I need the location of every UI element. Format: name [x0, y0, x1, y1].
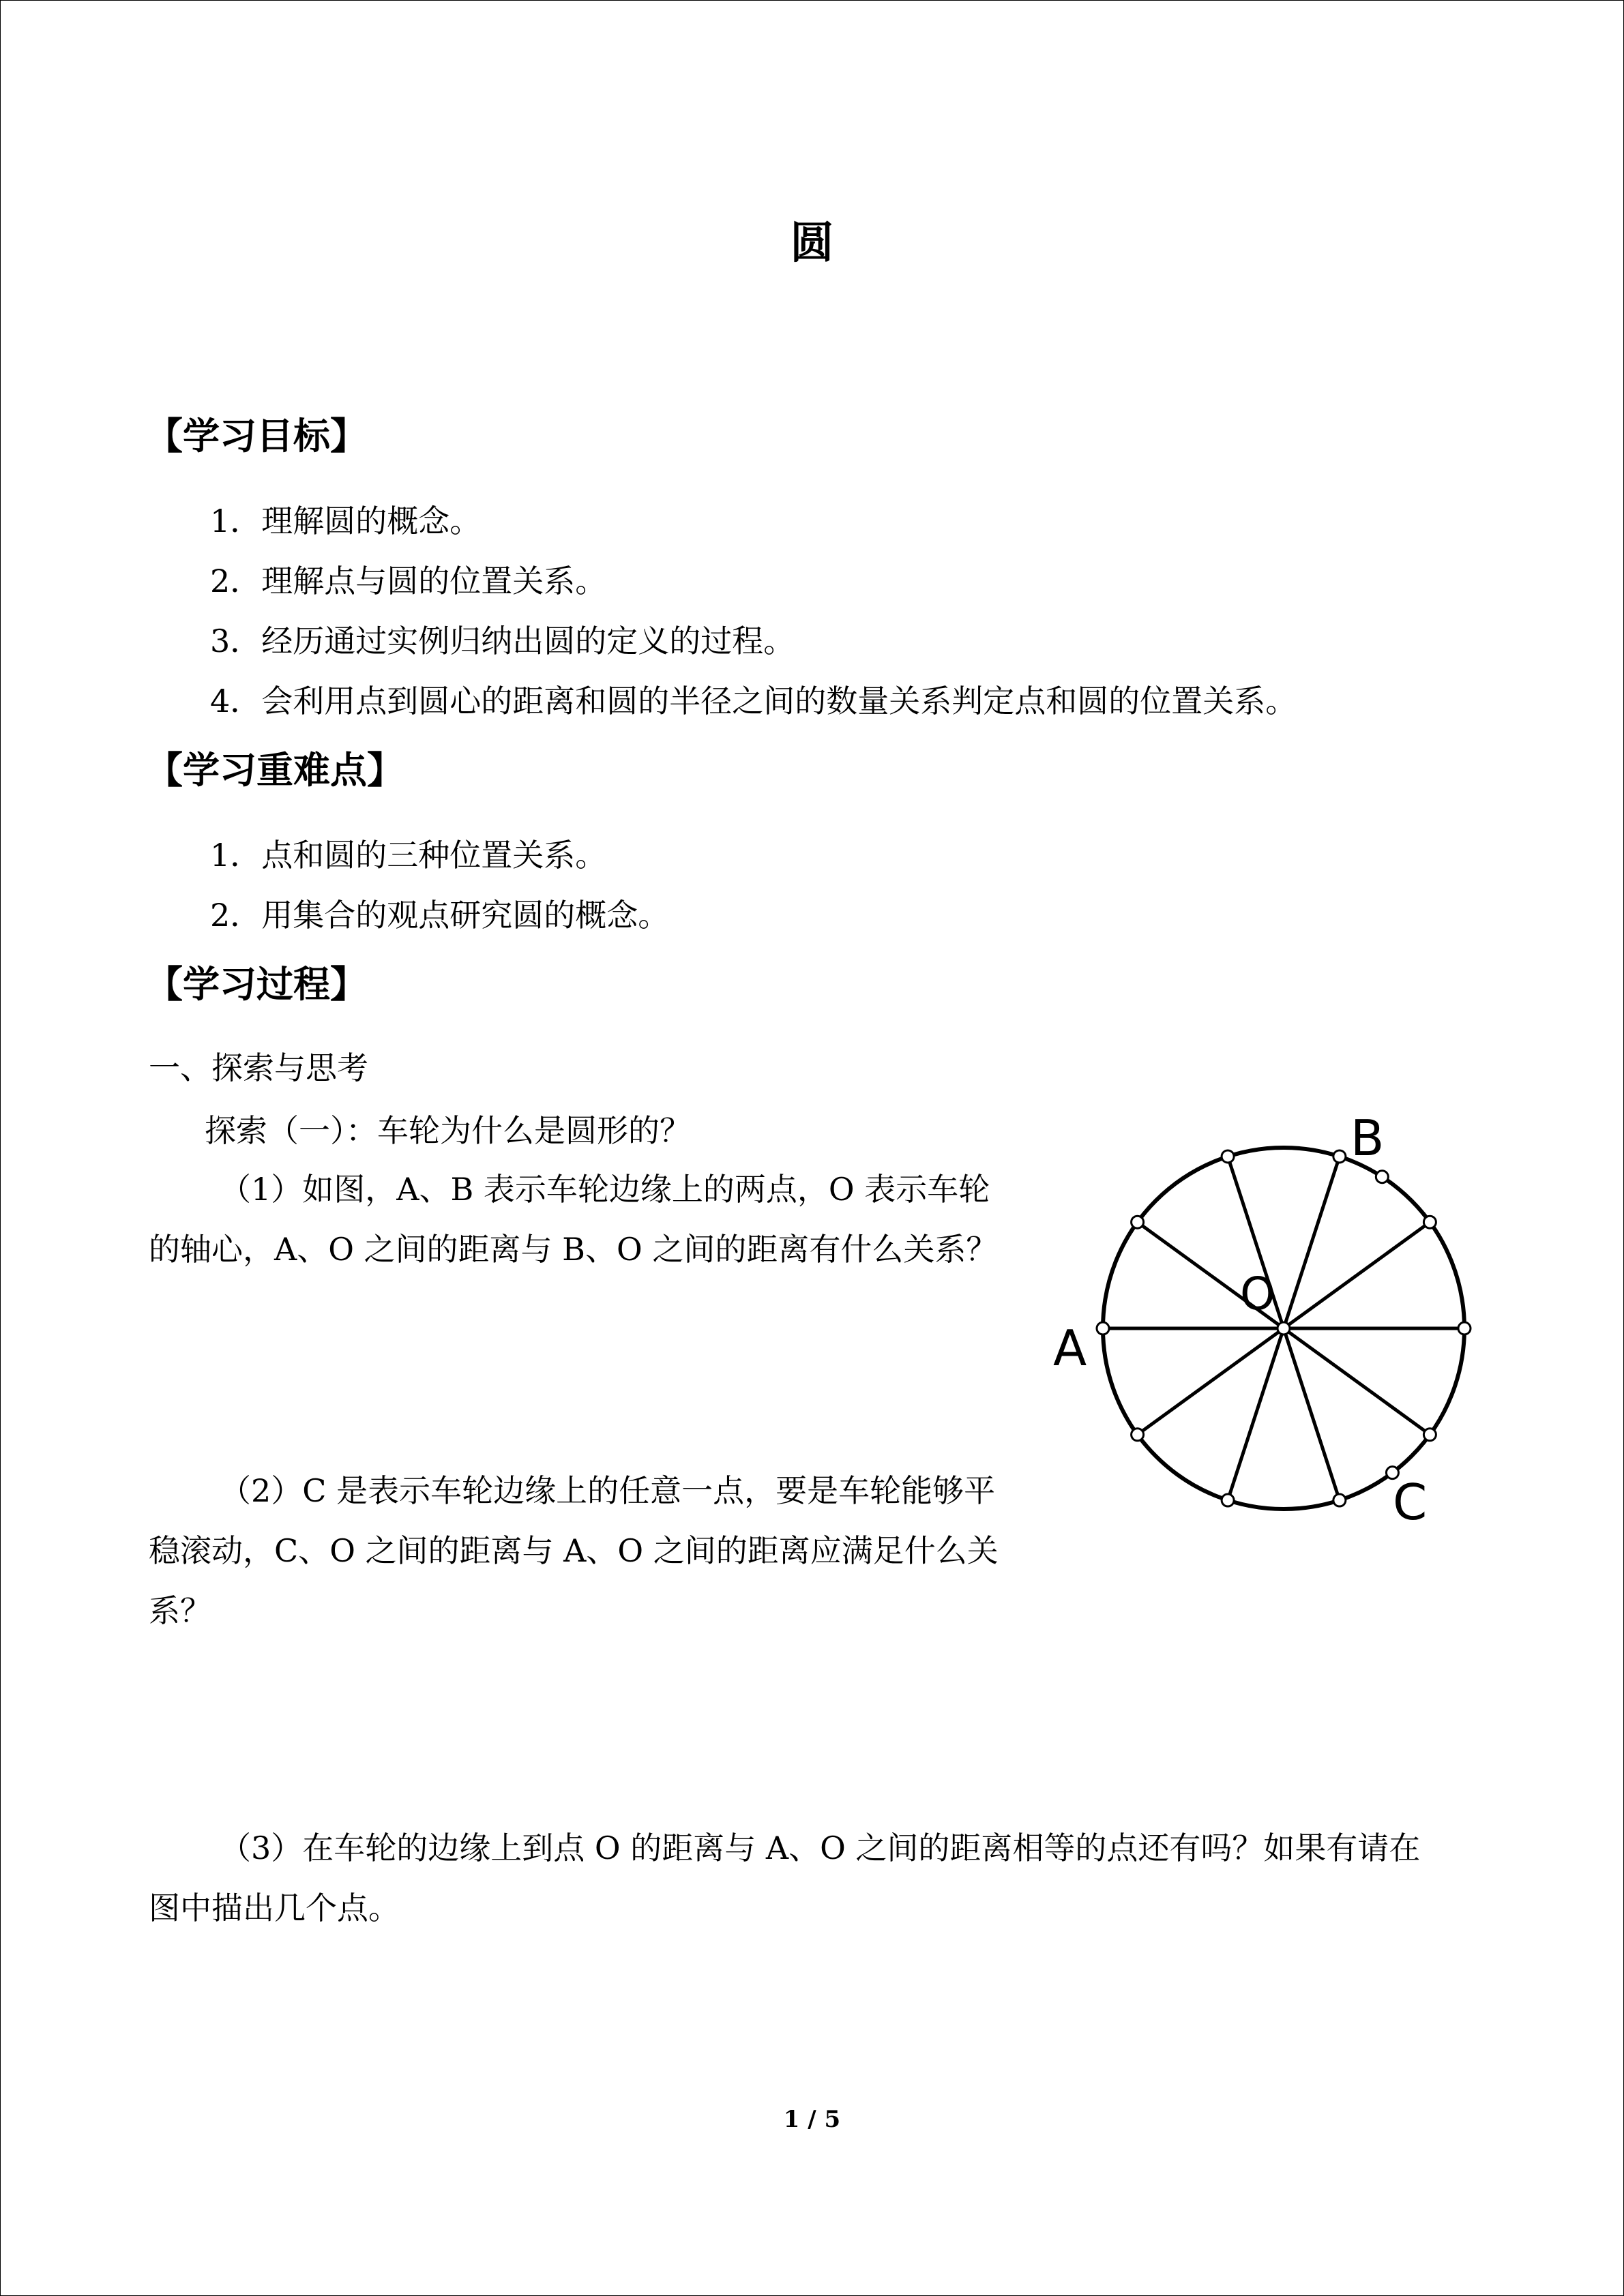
objective-item-4: 4．会利用点到圆心的距离和圆的半径之间的数量关系判定点和圆的位置关系。	[210, 683, 1297, 719]
rim-point	[1132, 1216, 1144, 1228]
wheel-spoke	[1228, 1328, 1284, 1500]
wheel-spoke	[1284, 1222, 1430, 1328]
rim-point	[1333, 1150, 1346, 1163]
question-2-line-1: （2）C 是表示车轮边缘上的任意一点，要是车轮能够平	[220, 1472, 996, 1509]
question-1-line-2: 的轴心，A、O 之间的距离与 B、O 之间的距离有什么关系？	[149, 1231, 998, 1268]
rim-point	[1097, 1322, 1109, 1335]
rim-point	[1333, 1494, 1346, 1506]
rim-point	[1458, 1322, 1471, 1335]
key-point-item-2: 2．用集合的观点研究圆的概念。	[210, 897, 670, 934]
rim-point	[1376, 1171, 1388, 1183]
wheel-spoke	[1284, 1328, 1430, 1435]
rim-point	[1423, 1429, 1436, 1441]
process-heading: 【学习过程】	[146, 963, 367, 1006]
page-title: 圆	[790, 218, 834, 269]
rim-point	[1132, 1429, 1144, 1441]
label-o: O	[1240, 1268, 1275, 1320]
key-point-item-1: 1．点和圆的三种位置关系。	[210, 837, 607, 874]
objective-item-3: 3．经历通过实例归纳出圆的定义的过程。	[210, 623, 795, 659]
rim-point	[1423, 1216, 1436, 1228]
label-b: B	[1350, 1109, 1385, 1167]
wheel-spoke	[1138, 1328, 1284, 1435]
objective-item-1: 1．理解圆的概念。	[210, 503, 482, 539]
wheel-spoke	[1284, 1157, 1340, 1328]
question-3-line-1: （3）在车轮的边缘上到点 O 的距离与 A、O 之间的距离相等的点还有吗？如果有请在	[220, 1830, 1421, 1866]
label-a: A	[1053, 1320, 1087, 1377]
rim-point	[1222, 1150, 1234, 1163]
rim-point	[1222, 1494, 1234, 1506]
wheel-figure	[1037, 1098, 1514, 1541]
wheel-spoke	[1284, 1328, 1340, 1500]
question-2-line-2: 稳滚动，C、O 之间的距离与 A、O 之间的距离应满足什么关	[149, 1532, 999, 1569]
objectives-heading: 【学习目标】	[146, 415, 367, 458]
page-number: 1 / 5	[783, 2106, 841, 2133]
question-3-line-2: 图中描出几个点。	[149, 1890, 400, 1926]
label-c: C	[1393, 1474, 1428, 1531]
section-explore-think: 一、探索与思考	[149, 1049, 368, 1086]
key-points-heading: 【学习重难点】	[146, 749, 404, 792]
question-1-line-1: （1）如图，A、B 表示车轮边缘上的两点，O 表示车轮	[220, 1171, 990, 1208]
question-2-line-3: 系？	[149, 1592, 211, 1629]
objective-item-2: 2．理解点与圆的位置关系。	[210, 563, 607, 599]
explore-1-title: 探索（一）：车轮为什么是圆形的？	[205, 1112, 691, 1149]
center-point-o	[1278, 1322, 1290, 1335]
